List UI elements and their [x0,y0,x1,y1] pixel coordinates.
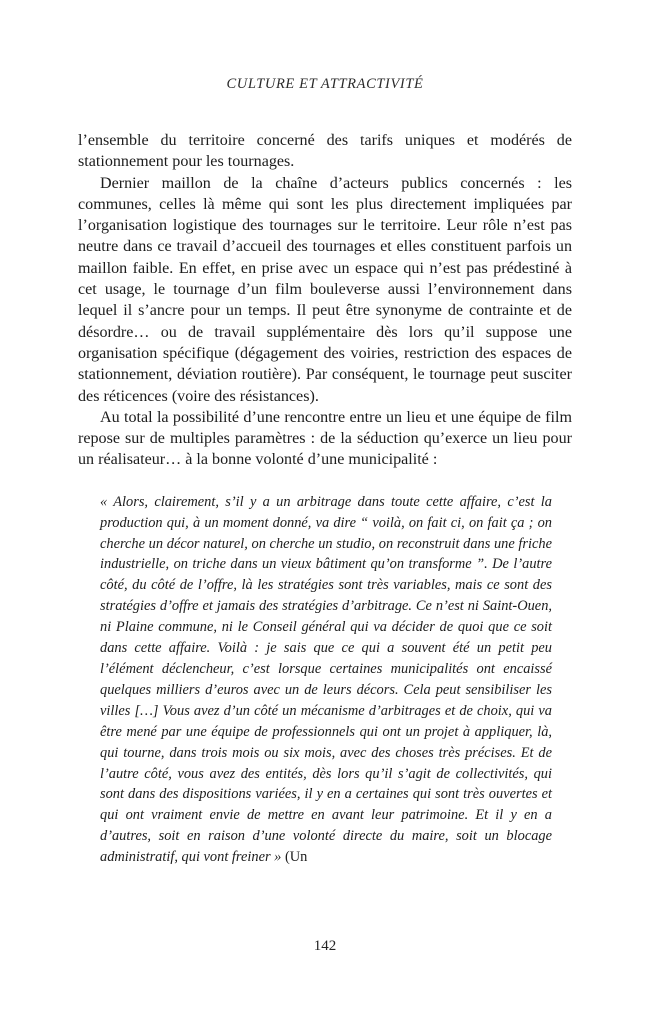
paragraph-au-total: Au total la possibilité d’une rencontre entre un lieu et une équipe de film repose sur de multiples paramètres : de la séduction qu’exerce un lieu pour un réalisateur… à la bonne volonté d’une municipalité : [78,408,572,469]
paragraph-continuation: l’ensemble du territoire concerné des tarifs uniques et modérés de stationnement pour les tournages. [78,132,572,171]
running-head: CULTURE ET ATTRACTIVITÉ [226,76,424,92]
paragraph-communes: Dernier maillon de la chaîne d’acteurs publics concernés : les communes, celles là même qui sont les plus directement impliquées par l’organisation logistique des tournages sur le territoire. Leur rôle n’est pas neutre dans ce travail d’accueil des tournages et elles constituent parfois un maillon faible. En effet, en prise avec un espace qui n’est pas prédestiné à cet usage, le tournage d’un film bouleverse aussi l’environnement dans lequel il s’ancre pour un temps. Il peut être synonyme de contrainte et de désordre… ou de travail supplémentaire dès lors qu’il suppose une organisation spécifique (dégagement des voiries, restriction des espaces de stationnement, déviation routière). Par conséquent, le tournage peut susciter des réticences (voire des résistances). [78,174,572,405]
block-quotation [100,492,552,868]
page-number: 142 [313,938,337,954]
quotation-source-fragment: (Un [281,849,308,866]
quotation-paragraph [100,492,552,868]
quotation-text: « Alors, clairement, s’il y a un arbitrage dans toute cette affaire, c’est la production qui, à un moment donné, va dire “ voilà, on fait ci, on fait ça ; on cherche un décor naturel, on cherche un studio, on reconstruit dans une friche industrielle, on triche dans un vieux bâtiment qu’on transforme ”. De l’autre côté, du côté de l’offre, là les stratégies sont très variables, mais ce sont des stratégies d’offre et jamais des stratégies d’arbitrage. Ce n’est ni Saint-Ouen, ni Plaine commune, ni le Conseil général qui va décider de quoi que ce soit dans cette affaire. Voilà : je sais que ce qui a souvent été un petit peu l’élément déclencheur, c’est lorsque certaines municipalités ont encaissé quelques milliers d’euros avec un de leurs décors. Cela peut sensibiliser les villes […] Vous avez d’un côté un mécanisme d’arbitrages et de choix, qui va être mené par une équipe de professionnels qui ont un projet à appliquer, là, qui tourne, dans trois mois ou six mois, avec des choses très précises. Et de l’autre côté, vous avez des entités, dès lors qu’il s’agit de collectivités, qui sont dans des dispositions variées, il y en a certaines qui sont très ouvertes et qui ont vraiment envie de mettre en avant leur patrimoine. Et il y en a d’autres, soit en raison d’une volonté directe du maire, soit un blocage administratif, qui vont freiner » [100,493,552,866]
body-text-column [78,130,572,868]
